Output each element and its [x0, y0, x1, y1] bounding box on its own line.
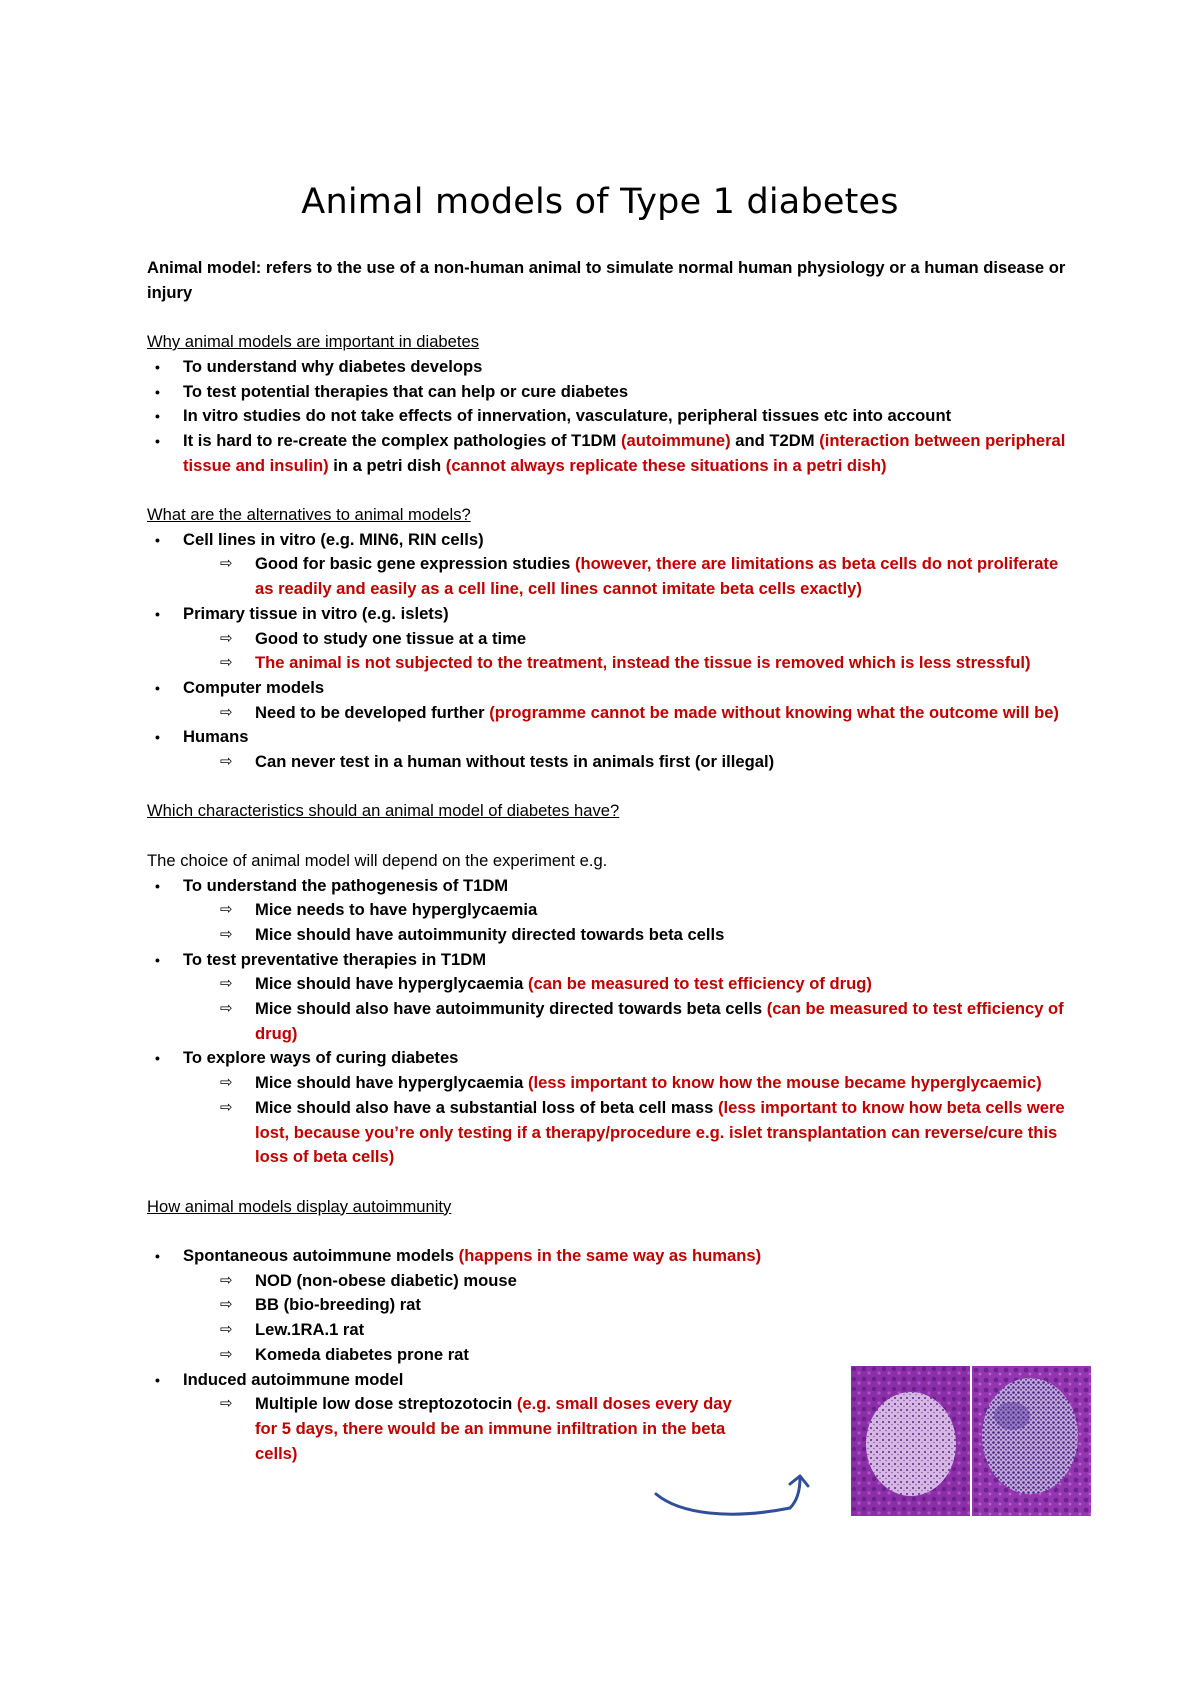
sub-list-item: ⇨ Mice should have autoimmunity directed towards beta cells [183, 923, 1077, 948]
arrow-marker: ⇨ [220, 1098, 233, 1116]
arrow-marker: ⇨ [220, 1074, 233, 1092]
bullet-marker: • [155, 432, 160, 449]
arrow-marker: ⇨ [220, 1321, 233, 1339]
sub-list [183, 1071, 1077, 1170]
alternatives-list [147, 528, 1077, 775]
list-item: • Induced autoimmune model ⇨ Multiple low dose streptozotocin (e.g. small doses every day for 5 days, there would be an immune infiltration in the beta cells) [147, 1368, 1077, 1467]
bullet-marker: • [155, 1371, 160, 1388]
list-item: • To test potential therapies that can help or cure diabetes [147, 380, 1077, 405]
document-body [147, 256, 1077, 1466]
sub-list [183, 750, 1077, 775]
bullet-marker: • [155, 605, 160, 622]
sub-list-item: ⇨ The animal is not subjected to the treatment, instead the tissue is removed which is less stressful) [183, 651, 1077, 676]
list-item: • Spontaneous autoimmune models (happens in the same way as humans) ⇨ NOD (non-obese diabetic) mouse ⇨ BB (bio-breeding) rat ⇨ Lew.1RA.1 rat ⇨ Komeda diabetes prone rat [147, 1244, 1077, 1368]
sub-list-item: ⇨ Mice needs to have hyperglycaemia [183, 898, 1077, 923]
bullet-marker: • [155, 531, 160, 548]
bullet-marker: • [155, 358, 160, 375]
sub-list [183, 898, 1077, 947]
section-heading-characteristics: Which characteristics should an animal model of diabetes have? [147, 801, 620, 821]
list-item: • In vitro studies do not take effects of innervation, vasculature, peripheral tissues etc into account [147, 404, 1077, 429]
sub-list-item: ⇨ Mice should also have a substantial loss of beta cell mass (less important to know how beta cells were lost, because you’re only testing if a therapy/procedure e.g. islet transplantation can reverse/cure this loss of beta cells) [220, 1097, 1065, 1167]
list-item: • Computer models ⇨ Need to be developed further (programme cannot be made without knowing what the outcome will be) [147, 676, 1077, 725]
characteristics-list [147, 874, 1077, 1170]
list-item: • Cell lines in vitro (e.g. MIN6, RIN cells) ⇨ Good for basic gene expression studies (however, there are limitations as beta cells do not proliferate as readily and easily as a cell line, cell lines cannot imitate beta cells exactly) [147, 528, 1077, 602]
section-heading-autoimmunity: How animal models display autoimmunity [147, 1196, 452, 1216]
section-heading-alternatives: What are the alternatives to animal models? [147, 505, 471, 524]
arrow-marker: ⇨ [220, 901, 233, 919]
arrow-marker: ⇨ [220, 1345, 233, 1363]
list-item: • To explore ways of curing diabetes ⇨ Mice should have hyperglycaemia (less important to know how the mouse became hyperglycaemic) ⇨ Mice should also have a substantial loss of beta cell mass (less important to know how beta cells were lost, because you’re only testing if a therapy/procedure e.g. islet transplantation can reverse/cure this loss of beta cells) [147, 1046, 1077, 1170]
bullet-marker: • [155, 729, 160, 746]
healthy-islet-image [851, 1366, 970, 1516]
arrow-marker: ⇨ [220, 1395, 233, 1413]
sub-list-item: ⇨ Lew.1RA.1 rat [183, 1318, 1077, 1343]
sub-list [183, 1269, 1077, 1368]
sub-list [183, 627, 1077, 676]
arrow-marker: ⇨ [220, 753, 233, 771]
list-item: • To test preventative therapies in T1DM ⇨ Mice should have hyperglycaemia (can be measured to test efficiency of drug) ⇨ Mice should also have autoimmunity directed towards beta cells (can be measured to test efficiency of drug) [147, 948, 1077, 1047]
bullet-marker: • [155, 679, 160, 696]
characteristics-intro: The choice of animal model will depend on the experiment e.g. [147, 850, 608, 870]
bullet-marker: • [155, 1050, 160, 1067]
sub-list [183, 552, 1077, 601]
sub-list-item: ⇨ Komeda diabetes prone rat [183, 1343, 1077, 1368]
arrow-marker: ⇨ [220, 555, 233, 573]
arrow-marker: ⇨ [220, 1271, 233, 1289]
arrow-marker: ⇨ [220, 925, 233, 943]
sub-list-item: ⇨ Can never test in a human without tests in animals first (or illegal) [183, 750, 1077, 775]
hand-drawn-arrow-icon [650, 1470, 820, 1530]
sub-list [183, 701, 1077, 726]
arrow-marker: ⇨ [220, 629, 233, 647]
sub-list-item: ⇨ Need to be developed further (programme cannot be made without knowing what the outcome will be) [183, 701, 1077, 726]
bullet-marker: • [155, 1248, 160, 1265]
sub-list-item: ⇨ Mice should have hyperglycaemia (less important to know how the mouse became hyperglycaemic) [183, 1071, 1077, 1096]
islet-histology-figure [851, 1366, 1091, 1516]
list-item: • To understand the pathogenesis of T1DM ⇨ Mice needs to have hyperglycaemia ⇨ Mice should have autoimmunity directed towards beta cells [147, 874, 1077, 948]
bullet-marker: • [155, 951, 160, 968]
sub-list-item: ⇨ BB (bio-breeding) rat [183, 1293, 1077, 1318]
section-heading-why: Why animal models are important in diabetes [147, 332, 480, 352]
list-item: • Primary tissue in vitro (e.g. islets) ⇨ Good to study one tissue at a time ⇨ The animal is not subjected to the treatment, instead the tissue is removed which is less stressful) [147, 602, 1077, 676]
list-item: • To understand why diabetes develops [147, 355, 1077, 380]
bullet-marker: • [155, 877, 160, 894]
definition-paragraph: Animal model: refers to the use of a non-human animal to simulate normal human physiology or a human disease or injury [147, 258, 1066, 302]
arrow-marker: ⇨ [220, 975, 233, 993]
sub-list [183, 972, 1077, 1046]
list-item: • Humans ⇨ Can never test in a human without tests in animals first (or illegal) [147, 725, 1077, 774]
sub-list-item: ⇨ Good to study one tissue at a time [183, 627, 1077, 652]
why-list [147, 355, 1077, 479]
infiltrated-islet-image [972, 1366, 1091, 1516]
arrow-marker: ⇨ [220, 654, 233, 672]
page-title: Animal models of Type 1 diabetes [301, 182, 899, 222]
sub-list-item: ⇨ Multiple low dose streptozotocin (e.g. small doses every day for 5 days, there would be an immune infiltration in the beta cells) [220, 1394, 732, 1463]
sub-list-item: ⇨ Mice should also have autoimmunity directed towards beta cells (can be measured to test efficiency of drug) [220, 999, 1064, 1043]
bullet-marker: • [155, 383, 160, 400]
sub-list-item: ⇨ NOD (non-obese diabetic) mouse [183, 1269, 1077, 1294]
arrow-marker: ⇨ [220, 703, 233, 721]
sub-list-item: ⇨ Mice should have hyperglycaemia (can be measured to test efficiency of drug) [183, 972, 1077, 997]
bullet-marker: • [155, 408, 160, 425]
arrow-marker: ⇨ [220, 1000, 233, 1018]
arrow-marker: ⇨ [220, 1296, 233, 1314]
sub-list-item: ⇨ Good for basic gene expression studies (however, there are limitations as beta cells do not proliferate as readily and easily as a cell line, cell lines cannot imitate beta cells exactly) [220, 554, 1059, 599]
list-item: • It is hard to re-create the complex pathologies of T1DM (autoimmune) and T2DM (interaction between peripheral tissue and insulin) in a petri dish (cannot always replicate these situations in a petri dish) [155, 430, 1066, 475]
